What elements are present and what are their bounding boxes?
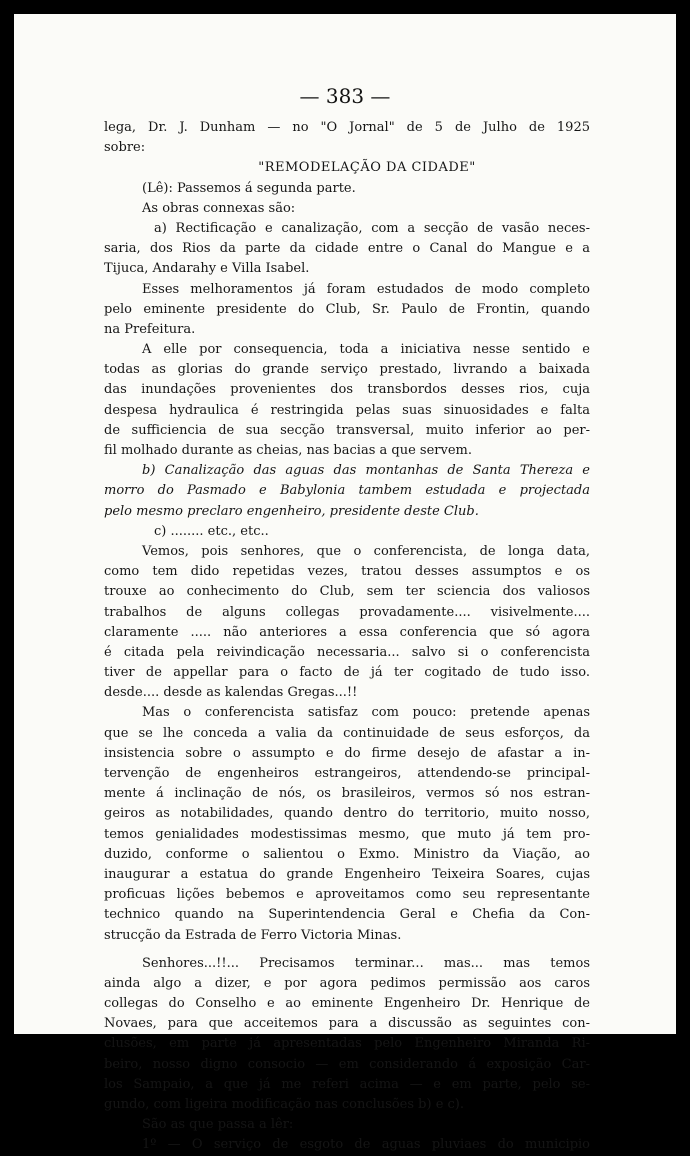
text-line: Vemos, pois senhores, que o conferencista, de longa data, (142, 543, 590, 559)
text-line: insistencia sobre o assumpto e do firme desejo de afastar a in- (104, 745, 590, 761)
text-line: (Lê): Passemos á segunda parte. (142, 180, 356, 196)
text-line: ainda algo a dizer, e por agora pedimos permissão aos caros (104, 975, 590, 991)
text-line: proficuas lições bebemos e aproveitamos como seu representante (104, 887, 590, 903)
page-number: — 383 — (299, 84, 391, 108)
text-line: c) ........ etc., etc.. (154, 523, 269, 539)
text-line: mente á inclinação de nós, os brasileiros, vermos só nos estran- (104, 786, 590, 802)
text-line: tiver de appellar para o facto de já ter cogitado de tudo isso. (104, 665, 590, 681)
text-line: todas as glorias do grande serviço prestado, livrando a baixada (104, 362, 590, 378)
text-line: saria, dos Rios da parte da cidade entre o Canal do Mangue e a (104, 241, 590, 257)
text-line: strucção da Estrada de Ferro Victoria Minas. (104, 927, 402, 943)
text-line: desde.... desde as kalendas Gregas...!! (104, 685, 358, 701)
text-line: Esses melhoramentos já foram estudados de modo completo (142, 281, 590, 297)
text-line: inaugurar a estatua do grande Engenheiro Teixeira Soares, cujas (104, 866, 590, 882)
document-page (14, 14, 676, 1153)
text-line: como tem dido repetidas vezes, tratou desses assumptos e os (104, 564, 590, 580)
text-line: é citada pela reivindicação necessaria... salvo si o conferencista (104, 644, 590, 660)
text-line: tervenção de engenheiros estrangeiros, attendendo-se principal- (104, 766, 590, 781)
text-line: despesa hydraulica é restringida pelas suas sinuosidades e falta (104, 402, 590, 418)
text-line: technico quando na Superintendencia Geral e Chefia da Con- (104, 907, 590, 923)
text-line: duzido, conforme o salientou o Exmo. Ministro da Viação, ao (104, 846, 590, 862)
text-line: que se lhe conceda a valia da continuidade de seus esforços, da (104, 725, 590, 741)
text-line: clusões, em parte já apresentadas pelo Engenheiro Miranda Ri- (104, 1036, 590, 1052)
text-line: lega, Dr. J. Dunham — no "O Jornal" de 5 de Julho de 1925 (104, 120, 590, 135)
text-line: Tijuca, Andarahy e Villa Isabel. (104, 261, 310, 277)
text-line: pelo eminente presidente do Club, Sr. Paulo de Frontin, quando (104, 301, 590, 317)
body-text (104, 118, 590, 1156)
text-line: fil molhado durante as cheias, nas bacias a que servem. (104, 443, 472, 458)
text-line: As obras connexas são: (142, 200, 296, 216)
text-line: Mas o conferencista satisfaz com pouco: pretende apenas (142, 705, 590, 721)
text-line: A elle por consequencia, toda a iniciativa nesse sentido e (142, 342, 590, 358)
text-line: São as que passa a lêr: (142, 1117, 294, 1133)
section-title: "REMODELAÇÃO DA CIDADE" (258, 160, 476, 176)
text-line: b) Canalização das aguas das montanhas de Santa Thereza e (142, 463, 590, 479)
text-line: pelo mesmo preclaro engenheiro, presidente deste Club. (104, 503, 479, 519)
text-line: de sufficiencia de sua secção transversal, muito inferior ao per- (104, 422, 590, 438)
text-line: beiro, nosso digno consocio — em considerando á exposição Car- (104, 1056, 590, 1072)
text-line: temos genialidades modestissimas mesmo, que muto já tem pro- (104, 826, 590, 842)
text-line: na Prefeitura. (104, 321, 196, 337)
text-line: sobre: (104, 140, 146, 156)
text-line: 1º — O serviço de esgoto de aguas pluviaes do municipio (142, 1137, 590, 1153)
text-line: geiros as notabilidades, quando dentro do territorio, muito nosso, (104, 806, 590, 822)
text-line: claramente ..... não anteriores a essa conferencia que só agora (104, 624, 590, 640)
text-line: Novaes, para que acceitemos para a discussão as seguintes con- (104, 1016, 590, 1032)
text-line: collegas do Conselho e ao eminente Engenheiro Dr. Henrique de (104, 996, 590, 1012)
text-line: trabalhos de alguns collegas provadamente.... visivelmente.... (104, 604, 590, 620)
text-line: los Sampaio, a que já me referi acima — e em parte, pelo se- (104, 1076, 590, 1092)
text-line: trouxe ao conhecimento do Club, sem ter sciencia dos valiosos (104, 584, 590, 600)
text-line: das inundações provenientes dos transbordos desses rios, cuja (104, 382, 590, 398)
text-line: gundo, com ligeira modificação nas conclusões b) e c). (104, 1097, 465, 1112)
text-line: a) Rectificação e canalização, com a secção de vasão neces- (154, 220, 590, 236)
text-line: morro do Pasmado e Babylonia tambem estudada e projectada (104, 483, 590, 499)
text-line: Senhores...!!... Precisamos terminar... mas... mas temos (142, 955, 590, 971)
